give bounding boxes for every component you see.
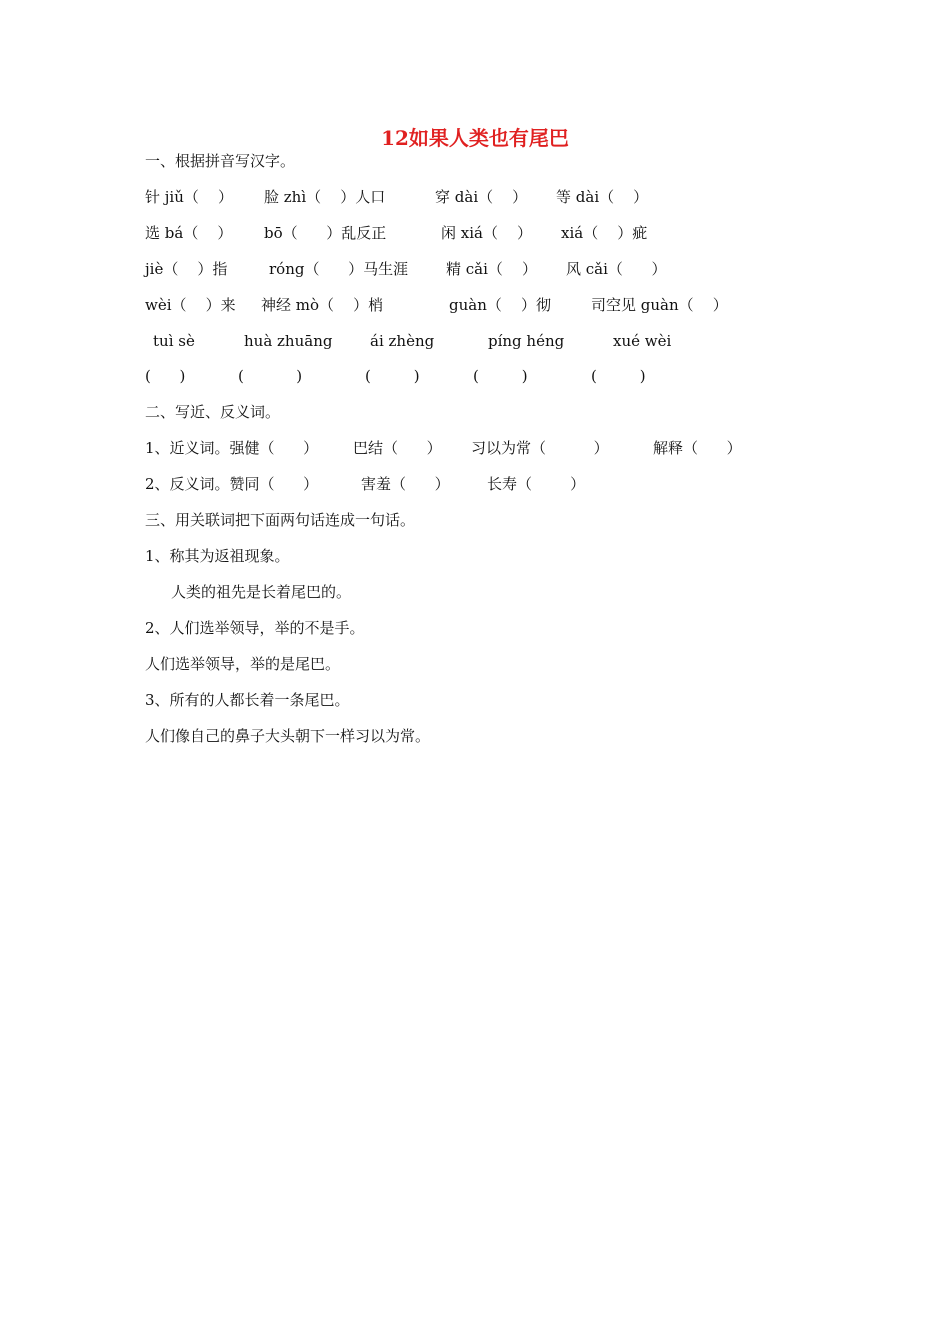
item: 闲 xiá（ ） <box>441 224 533 242</box>
question-2-line-1: 2、人们选举领导，举的不是手。 <box>145 619 365 637</box>
pinyin-words-row <box>145 329 845 353</box>
pinyin-row-2 <box>145 221 845 245</box>
answer-blank: ( ) <box>473 367 528 385</box>
item: bō（ ）乱反正 <box>264 224 387 242</box>
item: 选 bá（ ） <box>145 224 233 242</box>
item: 2、反义词。赞同（ ） <box>145 475 319 493</box>
antonym-row <box>145 472 845 496</box>
pinyin-word: ái zhèng <box>370 332 435 350</box>
item: 害羞（ ） <box>361 475 450 493</box>
item: xiá（ ）疵 <box>561 224 648 242</box>
item: guàn（ ）彻 <box>449 296 551 314</box>
item: 精 cǎi（ ） <box>446 260 537 278</box>
item: 长寿（ ） <box>487 475 586 493</box>
answer-blank: ( ) <box>145 367 186 385</box>
item: 巴结（ ） <box>353 439 442 457</box>
item: 1、近义词。强健（ ） <box>145 439 319 457</box>
question-3-line-2: 人们像自己的鼻子大头朝下一样习以为常。 <box>145 727 431 745</box>
answer-blank: ( ) <box>591 367 646 385</box>
item: wèi（ ）来 <box>145 296 236 314</box>
answer-blanks-row <box>145 364 845 388</box>
pinyin-word: huà zhuāng <box>244 332 333 350</box>
question-1-line-2: 人类的祖先是长着尾巴的。 <box>171 583 352 601</box>
section2-heading: 二、写近、反义词。 <box>145 403 281 421</box>
section1-heading: 一、根据拼音写汉字。 <box>145 152 296 170</box>
item: jiè（ ）指 <box>145 260 228 278</box>
question-2-line-2: 人们选举领导，举的是尾巴。 <box>145 655 341 673</box>
item: 针 jiǔ（ ） <box>145 188 233 206</box>
item: 等 dài（ ） <box>556 188 649 206</box>
item: 习以为常（ ） <box>471 439 609 457</box>
pinyin-word: tuì sè <box>153 332 195 350</box>
question-3-line-1: 3、所有的人都长着一条尾巴。 <box>145 691 350 709</box>
synonym-row <box>145 436 845 460</box>
answer-blank: ( ) <box>238 367 303 385</box>
question-1-line-1: 1、称其为返祖现象。 <box>145 547 290 565</box>
pinyin-row-3 <box>145 257 845 281</box>
pinyin-row-4 <box>145 293 845 317</box>
item: 脸 zhì（ ）人口 <box>264 188 386 206</box>
pinyin-row-1 <box>145 185 845 209</box>
item: 神经 mò（ ）梢 <box>261 296 384 314</box>
page-title: 12如果人类也有尾巴 <box>381 126 569 150</box>
pinyin-word: píng héng <box>488 332 565 350</box>
pinyin-word: xué wèi <box>613 332 672 350</box>
item: 解释（ ） <box>653 439 742 457</box>
answer-blank: ( ) <box>365 367 420 385</box>
item: 穿 dài（ ） <box>435 188 528 206</box>
section3-heading: 三、用关联词把下面两句话连成一句话。 <box>145 511 416 529</box>
item: 风 cǎi（ ） <box>566 260 667 278</box>
item: 司空见 guàn（ ） <box>591 296 728 314</box>
item: róng（ ）马生涯 <box>269 260 409 278</box>
